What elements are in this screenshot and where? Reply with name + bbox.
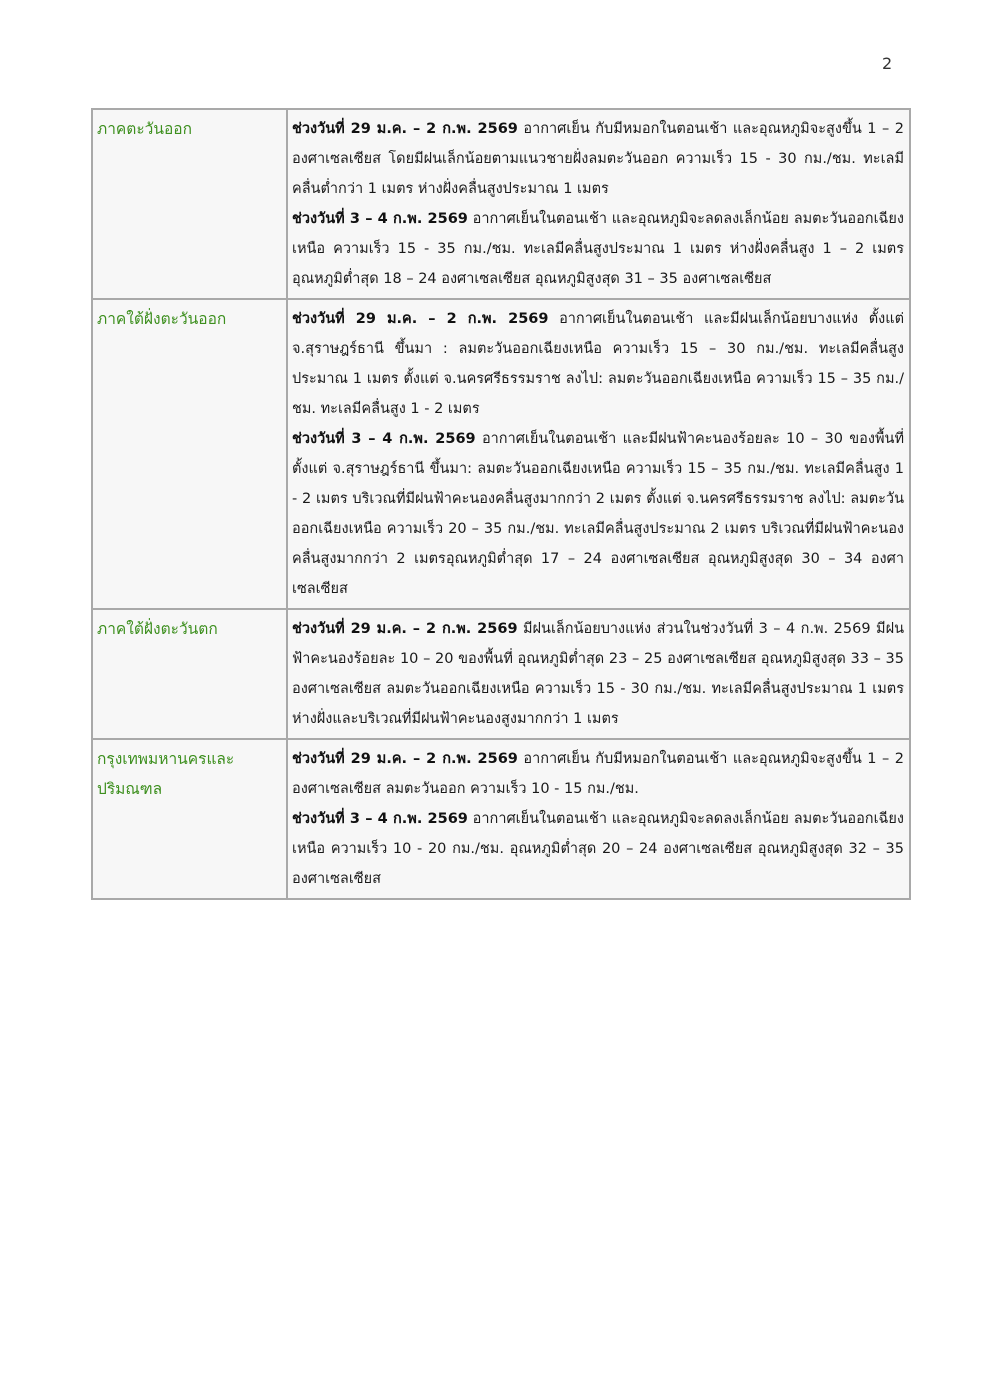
region-name: ภาคใต้ฝั่งตะวันตก	[97, 620, 218, 638]
period-text: อากาศเย็นในตอนเช้า และมีฝนเล็กน้อยบางแห่ง ตั้งแต่ จ.สุราษฎร์ธานี ขึ้นมา : ลมตะวันออกเฉียงเหนือ ความเร็ว 15 – 30 กม./ชม. ทะเลมีคลื่นสูงประมาณ 1 เมตร ตั้งแต่ จ.นครศรีธรรมราช ลงไป: ลมตะวันออกเฉียงเหนือ ความเร็ว 15 – 35 กม./ชม. ทะเลมีคลื่นสูง 1 - 2 เมตร	[292, 311, 904, 417]
period-label: ช่วงวันที่ 3 – 4 ก.พ. 2569	[292, 211, 468, 227]
period-label: ช่วงวันที่ 29 ม.ค. – 2 ก.พ. 2569	[292, 621, 518, 637]
period-text: อากาศเย็น กับมีหมอกในตอนเช้า และอุณหภูมิจะสูงขึ้น 1 – 2 องศาเซลเซียส โดยมีฝนเล็กน้อยตามแนวชายฝั่งลมตะวันออก ความเร็ว 15 - 30 กม./ชม. ทะเลมีคลื่นต่ำกว่า 1 เมตร ห่างฝั่งคลื่นสูงประมาณ 1 เมตร	[292, 121, 905, 197]
region-cell	[92, 609, 287, 739]
table-row	[92, 739, 910, 899]
forecast-period	[292, 424, 904, 604]
regional-forecast-table	[91, 108, 911, 900]
period-text: อากาศเย็น กับมีหมอกในตอนเช้า และอุณหภูมิจะสูงขึ้น 1 – 2 องศาเซลเซียส ลมตะวันออก ความเร็ว 10 - 15 กม./ชม.	[292, 751, 905, 797]
period-text: อากาศเย็นในตอนเช้า และมีฝนฟ้าคะนองร้อยละ 10 – 30 ของพื้นที่ ตั้งแต่ จ.สุราษฎร์ธานี ขึ้นมา: ลมตะวันออกเฉียงเหนือ ความเร็ว 15 – 35 กม./ชม. ทะเลมีคลื่นสูง 1 - 2 เมตร บริเวณที่มีฝนฟ้าคะนองคลื่นสูงมากกว่า 2 เมตร ตั้งแต่ จ.นครศรีธรรมราช ลงไป: ลมตะวันออกเฉียงเหนือ ความเร็ว 20 – 35 กม./ชม. ทะเลมีคลื่นสูงประมาณ 2 เมตร บริเวณที่มีฝนฟ้าคะนองคลื่นสูงมากกว่า 2 เมตรอุณหภูมิต่ำสุด 17 – 24 องศาเซลเซียส อุณหภูมิสูงสุด 30 – 34 องศาเซลเซียส	[292, 431, 904, 597]
period-label: ช่วงวันที่ 29 ม.ค. – 2 ก.พ. 2569	[292, 751, 518, 767]
period-text: อากาศเย็นในตอนเช้า และอุณหภูมิจะลดลงเล็กน้อย ลมตะวันออกเฉียงเหนือ ความเร็ว 10 - 20 กม./ชม. อุณหภูมิต่ำสุด 20 – 24 องศาเซลเซียส อุณหภูมิสูงสุด 32 – 35 องศาเซลเซียส	[292, 811, 904, 887]
forecast-period	[292, 614, 904, 734]
forecast-detail-cell	[287, 609, 910, 739]
period-label: ช่วงวันที่ 29 ม.ค. – 2 ก.พ. 2569	[292, 311, 549, 327]
table-row	[92, 109, 910, 299]
region-cell	[92, 739, 287, 899]
period-label: ช่วงวันที่ 29 ม.ค. – 2 ก.พ. 2569	[292, 121, 518, 137]
table-row	[92, 299, 910, 609]
forecast-detail-cell	[287, 109, 910, 299]
region-name: ภาคตะวันออก	[97, 120, 192, 138]
page-number: 2	[882, 54, 893, 73]
forecast-period	[292, 804, 904, 894]
forecast-detail-cell	[287, 739, 910, 899]
forecast-period	[292, 114, 904, 204]
forecast-period	[292, 304, 904, 424]
region-name: ภาคใต้ฝั่งตะวันออก	[97, 310, 227, 328]
forecast-detail-cell	[287, 299, 910, 609]
period-text: อากาศเย็นในตอนเช้า และอุณหภูมิจะลดลงเล็กน้อย ลมตะวันออกเฉียงเหนือ ความเร็ว 15 - 35 กม./ชม. ทะเลมีคลื่นสูงประมาณ 1 เมตร ห่างฝั่งคลื่นสูง 1 – 2 เมตร อุณหภูมิต่ำสุด 18 – 24 องศาเซลเซียส อุณหภูมิสูงสุด 31 – 35 องศาเซลเซียส	[292, 211, 904, 287]
region-cell	[92, 299, 287, 609]
forecast-period	[292, 744, 904, 804]
period-label: ช่วงวันที่ 3 – 4 ก.พ. 2569	[292, 431, 476, 447]
table-row	[92, 609, 910, 739]
region-cell	[92, 109, 287, 299]
forecast-period	[292, 204, 904, 294]
period-label: ช่วงวันที่ 3 – 4 ก.พ. 2569	[292, 811, 468, 827]
period-text: มีฝนเล็กน้อยบางแห่ง ส่วนในช่วงวันที่ 3 – 4 ก.พ. 2569 มีฝนฟ้าคะนองร้อยละ 10 – 20 ของพื้นที่ อุณหภูมิต่ำสุด 23 – 25 องศาเซลเซียส อุณหภูมิสูงสุด 33 – 35 องศาเซลเซียส ลมตะวันออกเฉียงเหนือ ความเร็ว 15 - 30 กม./ชม. ทะเลมีคลื่นสูงประมาณ 1 เมตร ห่างฝั่งและบริเวณที่มีฝนฟ้าคะนองสูงมากกว่า 1 เมตร	[292, 621, 904, 727]
region-name: กรุงเทพมหานครและปริมณฑล	[97, 750, 235, 798]
